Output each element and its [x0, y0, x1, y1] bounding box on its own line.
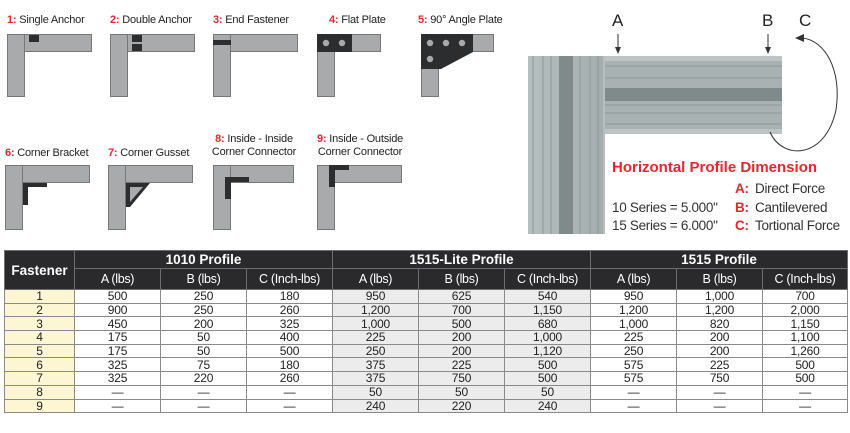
column-header: B (lbs): [677, 269, 763, 290]
column-header: C (Inch-lbs): [505, 269, 591, 290]
fastener-double-anchor: [110, 14, 200, 100]
table-row: [5, 372, 848, 386]
horizontal-profile-diagram: [520, 0, 850, 240]
fastener-single-anchor: [7, 14, 97, 100]
table-cell: —: [247, 385, 333, 399]
table-cell: 175: [75, 331, 161, 345]
table-cell: 200: [419, 331, 505, 345]
table-cell: 900: [75, 303, 161, 317]
corner-bracket-illustration: [5, 165, 95, 233]
group-header-1010: 1010 Profile: [75, 251, 333, 269]
fastener-load-table: [4, 250, 848, 413]
table-cell: 375: [333, 372, 419, 386]
table-cell: 500: [505, 358, 591, 372]
table-cell: —: [161, 399, 247, 413]
series-10-dimension: 10 Series = 5.000": [612, 200, 718, 215]
group-header-1515: 1515 Profile: [591, 251, 848, 269]
fastener-label: 3: End Fastener: [213, 14, 289, 26]
table-cell: 50: [419, 385, 505, 399]
table-cell: —: [763, 399, 848, 413]
table-cell: 50: [161, 331, 247, 345]
table-cell: —: [677, 399, 763, 413]
fastener-angle-plate: [418, 14, 516, 100]
inside-inside-connector-illustration: [213, 165, 303, 233]
table-cell: 240: [505, 399, 591, 413]
table-cell: —: [591, 399, 677, 413]
fastener-flat-plate: [317, 14, 407, 100]
table-cell: 220: [419, 399, 505, 413]
table-cell: 700: [419, 303, 505, 317]
table-cell: 680: [505, 317, 591, 331]
fastener-number-cell: 7: [5, 372, 75, 386]
column-header: B (lbs): [161, 269, 247, 290]
table-cell: 500: [763, 372, 848, 386]
table-row: [5, 303, 848, 317]
table-cell: 1,000: [505, 331, 591, 345]
table-cell: 200: [419, 344, 505, 358]
legend-tortional-force: C: Tortional Force: [735, 218, 840, 233]
table-cell: —: [247, 399, 333, 413]
table-cell: 225: [677, 358, 763, 372]
table-cell: 1,200: [677, 303, 763, 317]
table-cell: 180: [247, 290, 333, 304]
table-cell: 325: [75, 358, 161, 372]
table-cell: 500: [419, 317, 505, 331]
table-cell: 1,200: [333, 303, 419, 317]
fastener-number-cell: 4: [5, 331, 75, 345]
table-cell: 200: [677, 331, 763, 345]
table-cell: 250: [161, 290, 247, 304]
table-cell: 240: [333, 399, 419, 413]
table-row: [5, 290, 848, 304]
table-cell: 180: [247, 358, 333, 372]
fastener-label: 6: Corner Bracket: [5, 147, 89, 159]
fastener-number-cell: 2: [5, 303, 75, 317]
table-cell: —: [591, 385, 677, 399]
table-cell: —: [75, 385, 161, 399]
table-row: [5, 399, 848, 413]
table-cell: 325: [247, 317, 333, 331]
table-cell: 750: [419, 372, 505, 386]
end-fastener-illustration: [213, 34, 303, 100]
table-cell: 950: [333, 290, 419, 304]
table-cell: 1,000: [677, 290, 763, 304]
table-cell: 225: [419, 358, 505, 372]
fastener-number-cell: 1: [5, 290, 75, 304]
fastener-label: 9: Inside - Outside Corner Connector: [317, 133, 404, 158]
table-cell: 500: [763, 358, 848, 372]
diagram-title: Horizontal Profile Dimension: [612, 159, 818, 176]
table-cell: 50: [505, 385, 591, 399]
table-cell: 575: [591, 358, 677, 372]
table-cell: 450: [75, 317, 161, 331]
fastener-label: 5: 90° Angle Plate: [418, 14, 503, 26]
legend-cantilevered: B: Cantilevered: [735, 200, 828, 215]
table-cell: 325: [75, 372, 161, 386]
table-row: [5, 344, 848, 358]
column-header: A (lbs): [333, 269, 419, 290]
fastener-number-cell: 8: [5, 385, 75, 399]
fastener-label: 8: Inside - Inside Corner Connector: [211, 133, 297, 158]
table-cell: 225: [591, 331, 677, 345]
table-cell: —: [763, 385, 848, 399]
table-cell: 700: [763, 290, 848, 304]
force-label-c: C: [799, 11, 812, 30]
table-cell: 175: [75, 344, 161, 358]
fastener-corner-gusset: [108, 147, 203, 233]
table-row: [5, 317, 848, 331]
table-cell: —: [161, 385, 247, 399]
fastener-label: 4: Flat Plate: [329, 14, 386, 26]
inside-outside-connector-illustration: [317, 165, 407, 233]
table-cell: 375: [333, 358, 419, 372]
fastener-number-cell: 6: [5, 358, 75, 372]
table-cell: 260: [247, 372, 333, 386]
table-cell: 950: [591, 290, 677, 304]
table-cell: 200: [161, 317, 247, 331]
fastener-number-cell: 5: [5, 344, 75, 358]
table-cell: 260: [247, 303, 333, 317]
double-anchor-illustration: [110, 34, 200, 100]
table-cell: 1,150: [763, 317, 848, 331]
force-label-b: B: [762, 11, 774, 30]
force-label-a: A: [612, 11, 624, 30]
table-cell: 1,100: [763, 331, 848, 345]
table-cell: 220: [161, 372, 247, 386]
table-cell: 500: [505, 372, 591, 386]
fastener-end-fastener: [213, 14, 303, 100]
table-cell: 1,000: [591, 317, 677, 331]
table-cell: 250: [333, 344, 419, 358]
table-cell: 820: [677, 317, 763, 331]
table-cell: 200: [677, 344, 763, 358]
flat-plate-illustration: [317, 34, 407, 100]
fastener-number-cell: 3: [5, 317, 75, 331]
table-cell: 750: [677, 372, 763, 386]
fastener-corner-bracket: [5, 147, 100, 233]
table-cell: 50: [161, 344, 247, 358]
table-cell: 625: [419, 290, 505, 304]
table-cell: 1,000: [333, 317, 419, 331]
table-cell: 50: [333, 385, 419, 399]
table-cell: 400: [247, 331, 333, 345]
table-cell: 2,000: [763, 303, 848, 317]
table-cell: 575: [591, 372, 677, 386]
table-row: [5, 358, 848, 372]
table-cell: 1,260: [763, 344, 848, 358]
table-cell: 250: [591, 344, 677, 358]
table-cell: 500: [75, 290, 161, 304]
table-cell: 75: [161, 358, 247, 372]
table-cell: 250: [161, 303, 247, 317]
group-header-1515-lite: 1515-Lite Profile: [333, 251, 591, 269]
table-cell: —: [677, 385, 763, 399]
column-header: C (Inch-lbs): [247, 269, 333, 290]
legend-direct-force: A: Direct Force: [735, 181, 825, 196]
single-anchor-illustration: [7, 34, 97, 100]
table-cell: 500: [247, 344, 333, 358]
column-header: B (lbs): [419, 269, 505, 290]
table-cell: 1,120: [505, 344, 591, 358]
table-row: [5, 331, 848, 345]
angle-plate-illustration: [421, 34, 511, 100]
column-header: A (lbs): [591, 269, 677, 290]
fastener-inside-outside-connector: [317, 133, 417, 233]
fastener-inside-inside-connector: [213, 133, 308, 233]
column-header: C (Inch-lbs): [763, 269, 848, 290]
corner-gusset-illustration: [108, 165, 198, 233]
fastener-number-cell: 9: [5, 399, 75, 413]
table-cell: 225: [333, 331, 419, 345]
table-cell: 1,200: [591, 303, 677, 317]
fastener-label: 7: Corner Gusset: [108, 147, 190, 159]
table-cell: —: [75, 399, 161, 413]
fastener-label: 2: Double Anchor: [110, 14, 192, 26]
table-cell: 1,150: [505, 303, 591, 317]
table-cell: 540: [505, 290, 591, 304]
column-header: A (lbs): [75, 269, 161, 290]
table-row: [5, 385, 848, 399]
series-15-dimension: 15 Series = 6.000": [612, 218, 718, 233]
fastener-label: 1: Single Anchor: [7, 14, 85, 26]
fastener-column-header: Fastener: [5, 251, 75, 290]
